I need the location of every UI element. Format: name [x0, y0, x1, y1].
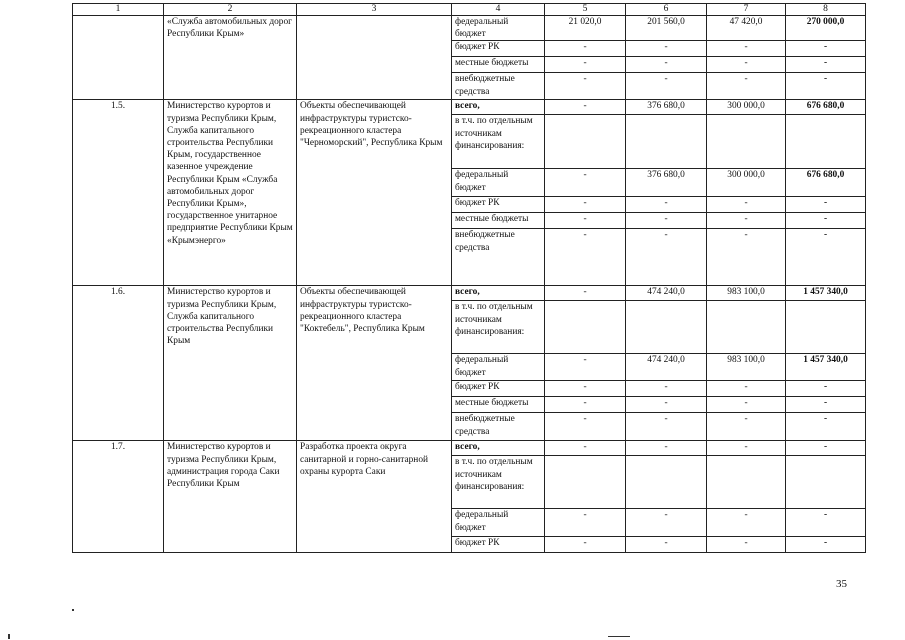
- amount-c7: 300 000,0: [707, 169, 786, 197]
- financing-table: [72, 3, 866, 553]
- amount-c8: -: [786, 57, 866, 73]
- item-number: [73, 16, 164, 100]
- amount-c7: 983 100,0: [707, 354, 786, 381]
- amount-c5: -: [545, 169, 626, 197]
- funding-source: в т.ч. по отдельным источникам финансирования:: [452, 115, 545, 169]
- amount-c6: -: [626, 397, 707, 413]
- amount-c5: [545, 301, 626, 354]
- amount-c6: -: [626, 509, 707, 537]
- amount-c5: -: [545, 100, 626, 115]
- table-row: [73, 16, 866, 41]
- amount-c7: -: [707, 441, 786, 456]
- object-cell: Объекты обеспечивающей инфраструктуры туристско-рекреационного кластера "Черноморский", Республика Крым: [297, 100, 452, 286]
- header-cell: 6: [626, 4, 707, 16]
- amount-c5: -: [545, 441, 626, 456]
- amount-c8: -: [786, 397, 866, 413]
- funding-source: местные бюджеты: [452, 213, 545, 229]
- amount-c5: -: [545, 213, 626, 229]
- header-cell: 8: [786, 4, 866, 16]
- scan-speck: [608, 636, 630, 637]
- amount-c8: [786, 115, 866, 169]
- table-row: [73, 441, 866, 456]
- amount-c7: -: [707, 229, 786, 286]
- amount-c8: -: [786, 413, 866, 441]
- amount-c8: -: [786, 229, 866, 286]
- object-cell: Разработка проекта округа санитарной и горно-санитарной охраны курорта Саки: [297, 441, 452, 553]
- header-cell: 1: [73, 4, 164, 16]
- amount-c7: -: [707, 509, 786, 537]
- amount-c8: 676 680,0: [786, 169, 866, 197]
- amount-c5: -: [545, 286, 626, 301]
- funding-source: бюджет РК: [452, 197, 545, 213]
- item-number: 1.7.: [73, 441, 164, 553]
- funding-source: в т.ч. по отдельным источникам финансирования:: [452, 301, 545, 354]
- scan-speck: [72, 609, 74, 611]
- amount-c6: -: [626, 441, 707, 456]
- funding-source: всего,: [452, 286, 545, 301]
- scan-speck: [8, 634, 10, 639]
- table-row: [73, 286, 866, 301]
- funding-source: внебюджетные средства: [452, 413, 545, 441]
- amount-c8: -: [786, 197, 866, 213]
- amount-c6: -: [626, 57, 707, 73]
- amount-c6: -: [626, 73, 707, 100]
- amount-c8: -: [786, 73, 866, 100]
- amount-c7: [707, 115, 786, 169]
- executor-cell: Министерство курортов и туризма Республики Крым, администрация города Саки Республики Крым: [164, 441, 297, 553]
- amount-c7: -: [707, 57, 786, 73]
- amount-c7: 47 420,0: [707, 16, 786, 41]
- amount-c7: -: [707, 381, 786, 397]
- amount-c5: -: [545, 57, 626, 73]
- amount-c7: -: [707, 537, 786, 553]
- amount-c8: -: [786, 441, 866, 456]
- amount-c6: -: [626, 213, 707, 229]
- funding-source: всего,: [452, 100, 545, 115]
- amount-c7: -: [707, 413, 786, 441]
- table-row: [73, 100, 866, 115]
- amount-c5: -: [545, 229, 626, 286]
- amount-c5: -: [545, 381, 626, 397]
- amount-c5: 21 020,0: [545, 16, 626, 41]
- header-cell: 3: [297, 4, 452, 16]
- amount-c8: [786, 456, 866, 509]
- amount-c5: [545, 115, 626, 169]
- amount-c6: 474 240,0: [626, 286, 707, 301]
- amount-c6: -: [626, 537, 707, 553]
- header-cell: 2: [164, 4, 297, 16]
- object-cell: [297, 16, 452, 100]
- amount-c7: -: [707, 397, 786, 413]
- header-row: [73, 4, 866, 16]
- amount-c8: -: [786, 381, 866, 397]
- amount-c7: -: [707, 73, 786, 100]
- amount-c6: 474 240,0: [626, 354, 707, 381]
- funding-source: федеральный бюджет: [452, 354, 545, 381]
- funding-source: бюджет РК: [452, 537, 545, 553]
- header-cell: 7: [707, 4, 786, 16]
- amount-c5: -: [545, 73, 626, 100]
- header-cell: 4: [452, 4, 545, 16]
- table-body: [73, 4, 866, 553]
- amount-c7: -: [707, 197, 786, 213]
- funding-source: местные бюджеты: [452, 57, 545, 73]
- amount-c6: [626, 115, 707, 169]
- amount-c7: [707, 301, 786, 354]
- executor-cell: Министерство курортов и туризма Республики Крым, Служба капитального строительства Республики Крым: [164, 286, 297, 441]
- funding-source: федеральный бюджет: [452, 169, 545, 197]
- funding-source: внебюджетные средства: [452, 73, 545, 100]
- amount-c6: 376 680,0: [626, 169, 707, 197]
- amount-c6: -: [626, 197, 707, 213]
- amount-c8: -: [786, 509, 866, 537]
- amount-c6: -: [626, 381, 707, 397]
- amount-c8: 676 680,0: [786, 100, 866, 115]
- funding-source: внебюджетные средства: [452, 229, 545, 286]
- amount-c7: [707, 456, 786, 509]
- amount-c5: -: [545, 397, 626, 413]
- item-number: 1.5.: [73, 100, 164, 286]
- amount-c8: -: [786, 537, 866, 553]
- amount-c8: 1 457 340,0: [786, 286, 866, 301]
- item-number: 1.6.: [73, 286, 164, 441]
- executor-cell: «Служба автомобильных дорог Республики Крым»: [164, 16, 297, 100]
- amount-c8: -: [786, 41, 866, 57]
- funding-source: федеральный бюджет: [452, 509, 545, 537]
- amount-c5: -: [545, 509, 626, 537]
- object-cell: Объекты обеспечивающей инфраструктуры туристско-рекреационного кластера "Коктебель", Республика Крым: [297, 286, 452, 441]
- amount-c6: [626, 456, 707, 509]
- funding-source: федеральный бюджет: [452, 16, 545, 41]
- amount-c7: 983 100,0: [707, 286, 786, 301]
- amount-c6: -: [626, 41, 707, 57]
- amount-c7: -: [707, 213, 786, 229]
- funding-source: бюджет РК: [452, 381, 545, 397]
- amount-c6: [626, 301, 707, 354]
- amount-c8: -: [786, 213, 866, 229]
- funding-source: бюджет РК: [452, 41, 545, 57]
- amount-c6: -: [626, 229, 707, 286]
- header-cell: 5: [545, 4, 626, 16]
- funding-source: всего,: [452, 441, 545, 456]
- amount-c8: [786, 301, 866, 354]
- amount-c8: 1 457 340,0: [786, 354, 866, 381]
- amount-c5: -: [545, 413, 626, 441]
- amount-c5: -: [545, 354, 626, 381]
- amount-c8: 270 000,0: [786, 16, 866, 41]
- executor-cell: Министерство курортов и туризма Республики Крым, Служба капитального строительства Республики Крым, государственное казенное учреждение Республики Крым «Служба автомобильных дорог Республики Крым», государственное унитарное предприятие Республики Крым «Крымэнерго»: [164, 100, 297, 286]
- funding-source: в т.ч. по отдельным источникам финансирования:: [452, 456, 545, 509]
- amount-c6: 201 560,0: [626, 16, 707, 41]
- funding-source: местные бюджеты: [452, 397, 545, 413]
- page-number: 35: [836, 578, 847, 590]
- amount-c5: [545, 456, 626, 509]
- amount-c6: 376 680,0: [626, 100, 707, 115]
- amount-c7: -: [707, 41, 786, 57]
- amount-c6: -: [626, 413, 707, 441]
- amount-c5: -: [545, 41, 626, 57]
- amount-c7: 300 000,0: [707, 100, 786, 115]
- amount-c5: -: [545, 537, 626, 553]
- amount-c5: -: [545, 197, 626, 213]
